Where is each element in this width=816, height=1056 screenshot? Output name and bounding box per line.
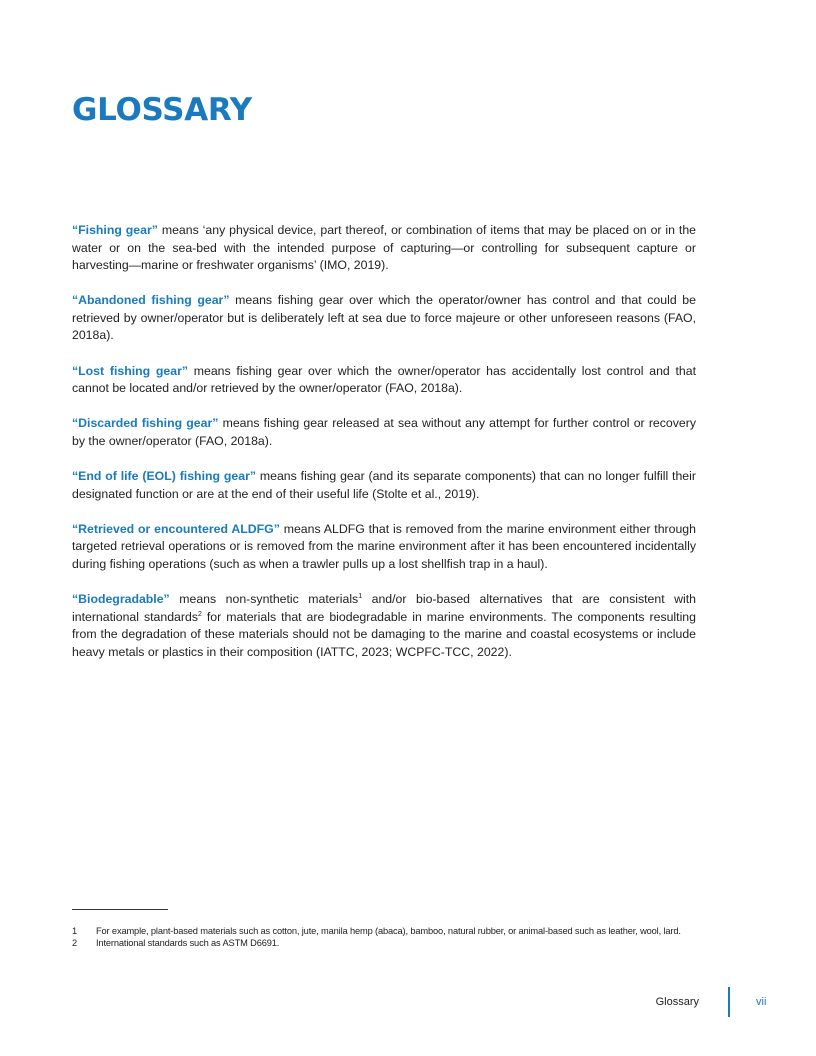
glossary-term: “End of life (EOL) fishing gear” [72,468,256,483]
glossary-definition: means ‘any physical device, part thereof, or combination of items that may be placed on or in the water or on the sea-bed with the intended purpose of capturing—or controlling for subsequent capture or harvesting—marine or freshwater organisms’ (IMO, 2019). [72,223,696,273]
glossary-definition: means ALDFG that is removed from the marine environment either through targeted retrieval operations or is removed from the marine environment after it has been encountered incidentally during fishing operations (such as when a trawler pulls up a lost shellfish trap in a haul). [72,521,696,571]
glossary-entry-lost-fishing-gear [72,363,696,398]
glossary-term: “Fishing gear” [72,223,158,237]
glossary-entry-eol-fishing-gear [72,468,696,503]
footnote-text: For example, plant-based materials such as cotton, jute, manila hemp (abaca), bamboo, natural rubber, or animal-based such as leather, wool, lard. [96,926,681,936]
glossary-definition: means fishing gear (and its separate components) that can no longer fulfill their designated function or are at the end of their useful life (Stolte et al., 2019). [72,468,696,501]
glossary-definition: for materials that are biodegradable in marine environments. The components resulting from the degradation of these materials should not be damaging to the marine and coastal ecosystems or include heavy metals or plastics in their composition (IATTC, 2023; WCPFC-TCC, 2022). [72,609,696,659]
footnote-1 [72,925,696,937]
glossary-entry-fishing-gear [72,222,696,275]
footnotes [72,925,696,949]
glossary-definition: means non-synthetic materials [169,591,359,606]
glossary-entry-biodegradable [72,591,696,661]
glossary-term: “Retrieved or encountered ALDFG” [72,521,280,536]
footnote-ref-2[interactable]: 2 [197,610,202,618]
glossary-entry-abandoned-fishing-gear [72,292,696,345]
footnote-number: 1 [72,926,78,936]
glossary-term: “Discarded fishing gear” [72,416,219,431]
footnote-text: International standards such as ASTM D6691. [96,938,280,948]
glossary-definition: means fishing gear over which the owner/operator has accidentally lost control and that cannot be located and/or retrieved by the owner/operator (FAO, 2018a). [72,363,696,396]
glossary-entry-discarded-fishing-gear [72,415,696,450]
footer-divider [728,987,730,1017]
footnote-ref-1[interactable]: 1 [358,592,363,600]
glossary-definition: means fishing gear over which the operator/owner has control and that could be retrieved by owner/operator but is deliberately left at sea due to force majeure or other unforeseen reasons (FAO, 2018a). [72,293,696,343]
glossary-entry-retrieved-aldfg [72,521,696,574]
footnote-2 [72,937,696,949]
glossary-definition: and/or bio-based alternatives that are consistent with international standards [72,591,696,624]
page-title: GLOSSARY [72,92,252,128]
glossary-definition: means fishing gear released at sea without any attempt for further control or recovery by the owner/operator (FAO, 2018a). [72,416,696,448]
footer-section-label: Glossary [655,996,699,1008]
footnote-number: 2 [72,938,78,948]
glossary-entries [72,222,696,679]
glossary-term: “Lost fishing gear” [72,363,189,378]
footnote-divider [72,909,168,910]
glossary-term: “Abandoned fishing gear” [72,293,230,308]
glossary-term: “Biodegradable” [72,591,170,606]
page-number: vii [756,996,767,1008]
